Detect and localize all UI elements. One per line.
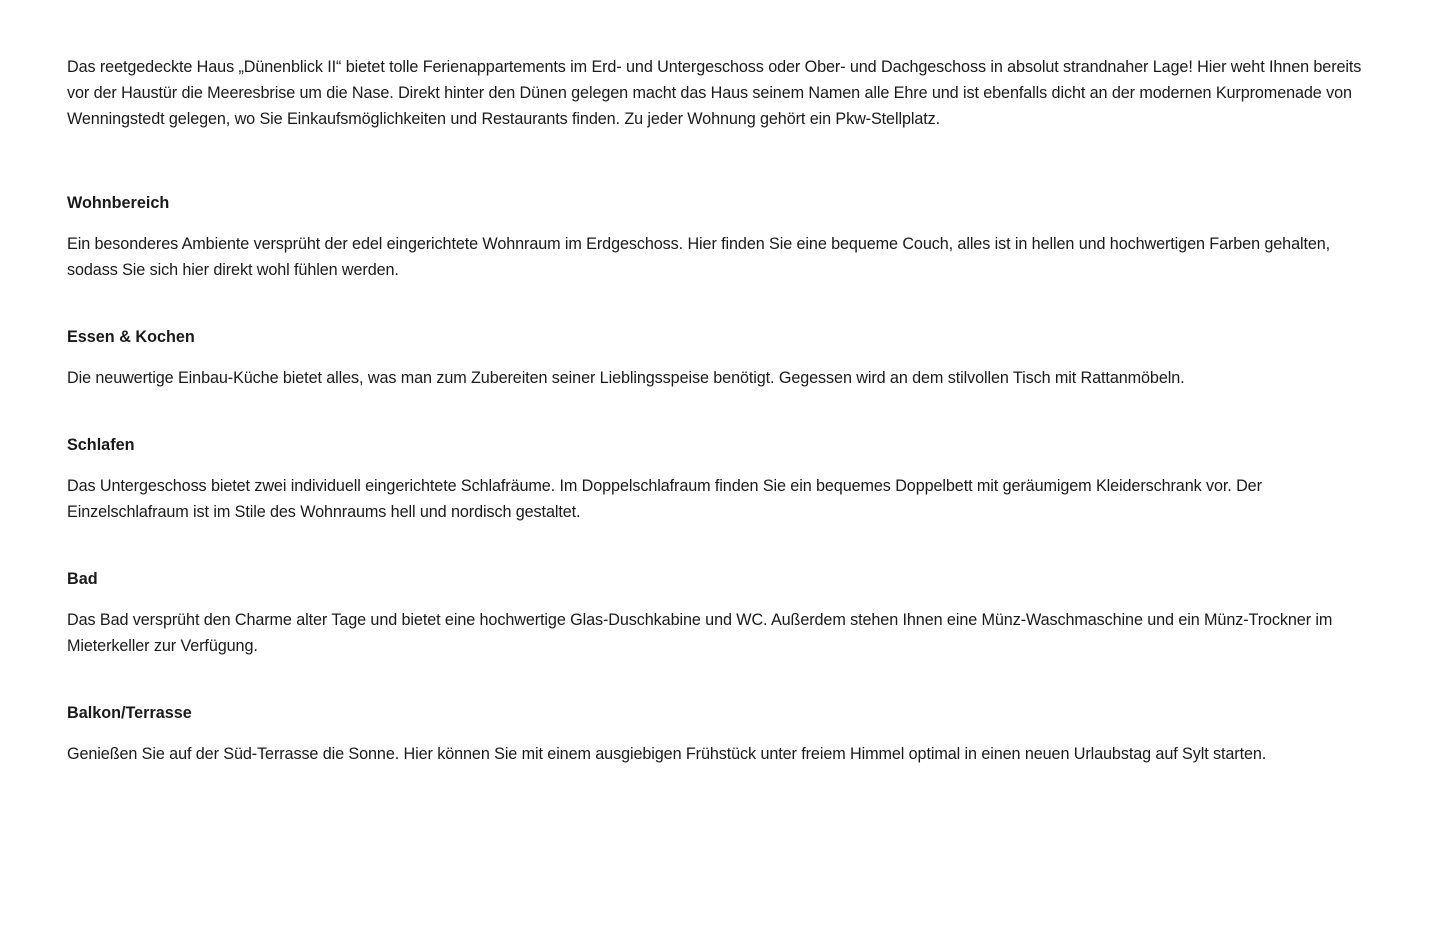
section-text: Das Untergeschoss bietet zwei individuell eingerichtete Schlafräume. Im Doppelschlafraum finden Sie ein bequemes Doppelbett mit geräumigem Kleiderschrank vor. Der Einzelschlafraum ist im Stile des Wohnraums hell und nordisch gestaltet.	[67, 477, 1262, 521]
intro-paragraph: Das reetgedeckte Haus „Dünenblick II“ bietet tolle Ferienappartements im Erd- und Untergeschoss oder Ober- und Dachgeschoss in absolut strandnaher Lage! Hier weht Ihnen bereits vor der Haustür die Meeresbrise um die Nase. Direkt hinter den Dünen gelegen macht das Haus seinem Namen alle Ehre und ist ebenfalls dicht an der modernen Kurpromenade von Wenningstedt gelegen, wo Sie Einkaufsmöglichkeiten und Restaurants finden. Zu jeder Wohnung gehört ein Pkw-Stellplatz.	[67, 58, 1362, 128]
document-content	[67, 54, 1367, 767]
section-heading: Balkon/Terrasse	[67, 704, 192, 722]
section-wohnbereich	[67, 190, 1367, 283]
section-text: Ein besonderes Ambiente versprüht der edel eingerichtete Wohnraum im Erdgeschoss. Hier finden Sie eine bequeme Couch, alles ist in hellen und hochwertigen Farben gehalten, sodass Sie sich hier direkt wohl fühlen werden.	[67, 235, 1331, 279]
section-heading: Schlafen	[67, 436, 135, 454]
section-text: Die neuwertige Einbau-Küche bietet alles, was man zum Zubereiten seiner Lieblingsspeise benötigt. Gegessen wird an dem stilvollen Tisch mit Rattanmöbeln.	[67, 369, 1185, 387]
section-heading: Essen & Kochen	[67, 328, 195, 346]
section-essen-kochen	[67, 324, 1367, 391]
section-heading: Wohnbereich	[67, 194, 170, 212]
section-schlafen	[67, 432, 1367, 525]
section-text: Genießen Sie auf der Süd-Terrasse die Sonne. Hier können Sie mit einem ausgiebigen Frühstück unter freiem Himmel optimal in einen neuen Urlaubstag auf Sylt starten.	[67, 745, 1267, 763]
section-heading: Bad	[67, 570, 98, 588]
section-balkon-terrasse	[67, 700, 1367, 767]
section-text: Das Bad versprüht den Charme alter Tage und bietet eine hochwertige Glas-Duschkabine und WC. Außerdem stehen Ihnen eine Münz-Waschmaschine und ein Münz-Trockner im Mieterkeller zur Verfügung.	[67, 611, 1333, 655]
section-bad	[67, 566, 1367, 659]
